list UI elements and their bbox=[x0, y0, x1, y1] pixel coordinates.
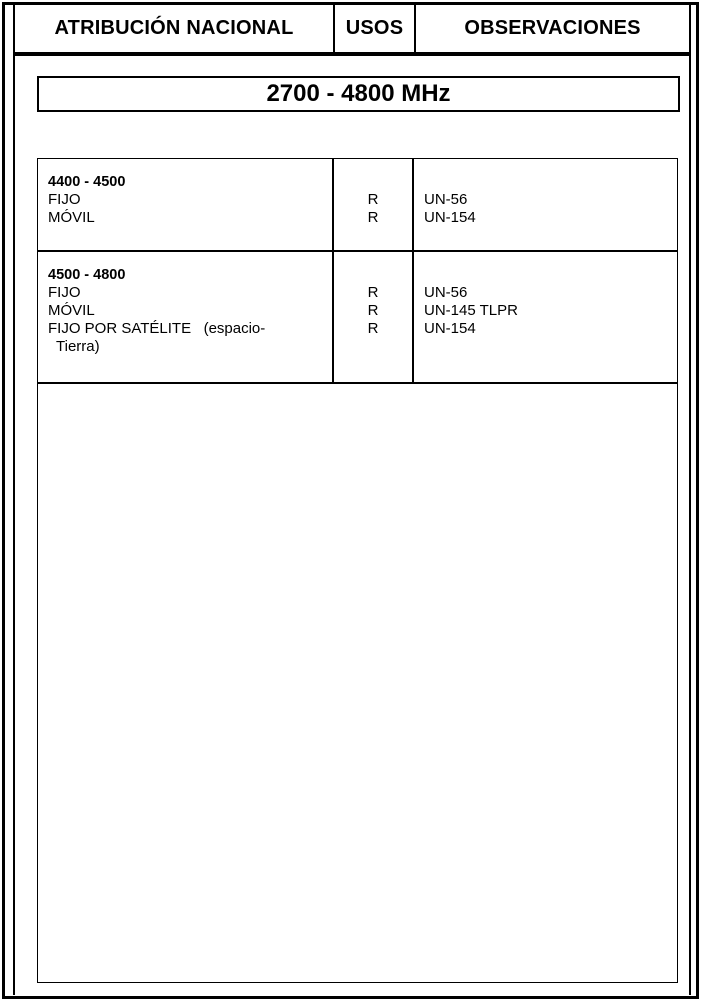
band-title: 2700 - 4800 MHz bbox=[37, 76, 680, 112]
frequency-range: 4400 - 4500 bbox=[48, 174, 126, 190]
uses-cell bbox=[334, 173, 412, 227]
attribution-cell bbox=[48, 173, 328, 227]
header-uses: USOS bbox=[335, 5, 416, 52]
service-label: Tierra) bbox=[56, 338, 100, 355]
use-code: R bbox=[367, 302, 379, 319]
header-observations: OBSERVACIONES bbox=[464, 17, 641, 39]
observation-ref: UN-145 TLPR bbox=[424, 302, 518, 319]
observation-ref: UN-56 bbox=[424, 191, 468, 208]
header-attribution: ATRIBUCIÓN NACIONAL bbox=[15, 5, 335, 52]
observations-cell bbox=[424, 173, 674, 227]
allocation-table bbox=[37, 158, 678, 983]
use-code: R bbox=[367, 209, 379, 226]
header-divider bbox=[15, 52, 689, 56]
uses-cell bbox=[334, 266, 412, 338]
service-label: FIJO POR SATÉLITE (espacio- bbox=[48, 320, 266, 337]
table-row bbox=[38, 252, 677, 384]
service-label: MÓVIL bbox=[48, 302, 95, 319]
attribution-cell bbox=[48, 266, 328, 356]
observation-ref: UN-154 bbox=[424, 320, 476, 337]
use-code: R bbox=[367, 191, 379, 208]
observation-ref: UN-56 bbox=[424, 284, 468, 301]
document-inner-frame bbox=[13, 5, 691, 995]
frequency-range: 4500 - 4800 bbox=[48, 267, 126, 283]
table-header bbox=[15, 5, 689, 52]
observation-ref: UN-154 bbox=[424, 209, 476, 226]
service-label: MÓVIL bbox=[48, 209, 95, 226]
service-label: FIJO bbox=[48, 191, 81, 208]
use-code: R bbox=[367, 284, 379, 301]
use-code: R bbox=[367, 320, 379, 337]
service-label: FIJO bbox=[48, 284, 81, 301]
observations-cell bbox=[424, 266, 674, 338]
table-row bbox=[38, 159, 677, 252]
document-frame bbox=[2, 2, 699, 999]
